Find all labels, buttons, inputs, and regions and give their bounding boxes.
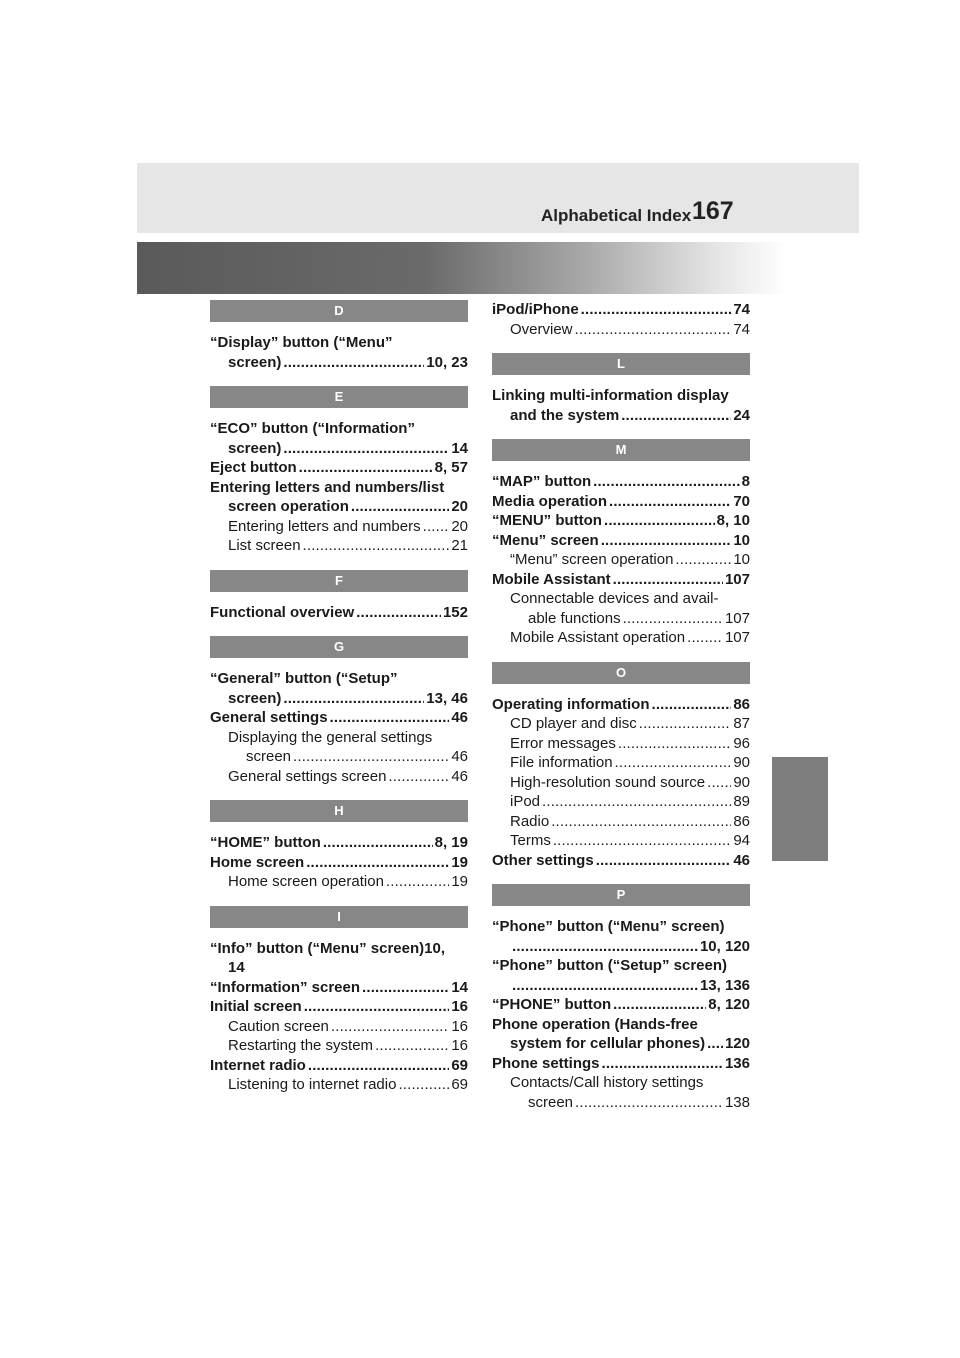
- index-entry: [492, 917, 750, 956]
- index-term: “Phone” button (“Menu” screen): [492, 918, 725, 935]
- index-line: [228, 1036, 468, 1056]
- index-subentry: [492, 1073, 750, 1112]
- dot-leader: [512, 976, 698, 996]
- letter-heading-f: F: [210, 570, 468, 592]
- index-line: [210, 978, 468, 998]
- index-term: Entering letters and numbers: [228, 517, 421, 535]
- page-reference[interactable]: 46: [733, 851, 750, 869]
- index-subentry: [492, 714, 750, 734]
- index-term: Initial screen: [210, 998, 302, 1015]
- index-term: screen operation: [228, 498, 349, 515]
- index-subentry: [210, 1017, 468, 1037]
- index-entry: [492, 956, 750, 995]
- index-subentry: [492, 812, 750, 832]
- index-entry: [492, 1015, 750, 1054]
- dot-leader: [575, 320, 732, 340]
- dot-leader: [356, 603, 441, 623]
- index-line: [210, 497, 468, 517]
- letter-heading-m: M: [492, 439, 750, 461]
- page-reference[interactable]: 13, 136: [699, 976, 750, 994]
- index-line: [210, 458, 468, 478]
- dot-leader: [652, 695, 732, 715]
- dot-leader: [283, 689, 424, 709]
- page-reference[interactable]: 14: [451, 978, 468, 996]
- index-term: Entering letters and numbers/list: [210, 478, 445, 496]
- section-side-tab: [772, 757, 828, 861]
- index-line: [510, 792, 750, 812]
- index-entry: [492, 995, 750, 1015]
- page-reference[interactable]: 120: [724, 1035, 750, 1052]
- dot-leader: [283, 439, 449, 459]
- index-term: CD player and disc: [510, 715, 637, 732]
- dot-leader: [299, 458, 433, 478]
- dot-leader: [596, 851, 732, 871]
- dot-leader: [553, 831, 731, 851]
- index-subentry: [210, 767, 468, 787]
- letter-heading-h: H: [210, 800, 468, 822]
- index-entry: [210, 669, 468, 708]
- letter-heading-l: L: [492, 353, 750, 375]
- dot-leader: [623, 609, 723, 629]
- section-gap: [492, 425, 750, 439]
- index-term: General settings: [210, 709, 328, 726]
- dot-leader: [602, 1054, 723, 1074]
- index-line: [210, 669, 468, 689]
- index-entry: [492, 492, 750, 512]
- page-reference[interactable]: 10, 23: [426, 353, 468, 371]
- dot-leader: [512, 937, 698, 957]
- index-line: [492, 511, 750, 531]
- index-term: General settings screen: [228, 767, 387, 785]
- index-term: iPod: [510, 793, 541, 810]
- index-term: iPod/iPhone: [492, 301, 579, 318]
- index-term: screen): [228, 353, 282, 371]
- index-line: [492, 300, 750, 320]
- section-gap: [210, 372, 468, 386]
- dot-leader: [351, 497, 449, 517]
- index-term: screen): [228, 689, 282, 707]
- page-reference[interactable]: 152: [442, 603, 468, 621]
- index-term: “MENU” button: [492, 512, 602, 529]
- dot-leader: [388, 767, 449, 787]
- index-line: [492, 976, 750, 996]
- dot-leader: [323, 833, 433, 853]
- index-term: “Menu” screen: [492, 531, 599, 549]
- page-reference[interactable]: 70: [733, 492, 750, 510]
- page-reference[interactable]: 19: [451, 853, 468, 871]
- index-entry: [492, 695, 750, 715]
- index-line: [510, 753, 750, 773]
- page-reference[interactable]: 94: [733, 832, 750, 849]
- index-term: “Info” button (“Menu” screen)10,: [210, 939, 446, 957]
- index-term: Mobile Assistant: [492, 570, 611, 588]
- dot-leader: [304, 997, 450, 1017]
- index-subentry: [210, 872, 468, 892]
- index-line: [210, 708, 468, 728]
- index-line: [210, 853, 468, 873]
- index-subentry: [492, 628, 750, 648]
- index-term: screen): [228, 439, 282, 457]
- dot-leader: [604, 511, 715, 531]
- index-subentry: [492, 831, 750, 851]
- index-line: [228, 872, 468, 892]
- index-subentry: [492, 734, 750, 754]
- index-entry: [492, 1054, 750, 1074]
- letter-heading-o: O: [492, 662, 750, 684]
- index-line: [228, 728, 468, 748]
- dot-leader: [386, 872, 449, 892]
- page-reference[interactable]: 24: [733, 406, 750, 424]
- index-line: [510, 773, 750, 793]
- index-term: Linking multi-information display: [492, 387, 729, 404]
- index-term: Operating information: [492, 695, 650, 713]
- page-reference[interactable]: 107: [724, 609, 750, 627]
- page-reference[interactable]: 96: [733, 734, 750, 752]
- index-term: Displaying the general settings: [228, 728, 433, 746]
- index-term: Listening to internet radio: [228, 1076, 397, 1093]
- page-reference[interactable]: 8: [741, 473, 750, 490]
- page-reference[interactable]: 46: [451, 748, 468, 765]
- index-line: [492, 995, 750, 1015]
- index-line: [210, 997, 468, 1017]
- index-line: [210, 1056, 468, 1076]
- page-reference[interactable]: 8, 120: [708, 996, 750, 1013]
- page-reference[interactable]: 87: [733, 715, 750, 732]
- index-entry: [492, 511, 750, 531]
- index-line: [228, 767, 468, 787]
- index-line: [210, 958, 468, 978]
- index-line: [210, 353, 468, 373]
- index-term: Caution screen: [228, 1017, 329, 1035]
- section-gap: [492, 870, 750, 884]
- dot-leader: [581, 300, 732, 320]
- index-subentry: [210, 536, 468, 556]
- index-term: “Display” button (“Menu”: [210, 334, 393, 351]
- index-subentry: [492, 550, 750, 570]
- page-reference[interactable]: 86: [733, 695, 750, 713]
- index-subentry: [210, 1075, 468, 1095]
- index-line: [492, 531, 750, 551]
- dot-leader: [601, 531, 732, 551]
- index-line: [510, 589, 750, 609]
- index-term: Overview: [510, 320, 573, 338]
- page-reference[interactable]: 8, 57: [434, 459, 468, 476]
- index-entry: [210, 708, 468, 728]
- dot-leader: [613, 995, 706, 1015]
- index-subentry: [492, 792, 750, 812]
- dot-leader: [707, 1034, 723, 1054]
- index-term: Restarting the system: [228, 1037, 374, 1054]
- index-entry: [210, 603, 468, 623]
- dot-leader: [615, 753, 732, 773]
- page-reference[interactable]: 14: [451, 439, 468, 457]
- index-subentry: [210, 517, 468, 537]
- section-gap: [210, 892, 468, 906]
- page-reference[interactable]: 20: [451, 517, 468, 535]
- index-term: Home screen operation: [228, 873, 384, 890]
- page-number: 167: [692, 197, 734, 225]
- index-line: [492, 917, 750, 937]
- page-reference[interactable]: 90: [733, 754, 750, 771]
- index-column-right: [492, 300, 750, 1112]
- index-line: [510, 1073, 750, 1093]
- page-reference[interactable]: 136: [724, 1054, 750, 1072]
- index-term: Phone settings: [492, 1054, 600, 1072]
- letter-heading-p: P: [492, 884, 750, 906]
- dot-leader: [593, 472, 740, 492]
- index-term: and the system: [510, 406, 620, 424]
- index-term: “Information” screen: [210, 978, 361, 996]
- index-subentry: [492, 773, 750, 793]
- index-line: [210, 478, 468, 498]
- dot-leader: [618, 734, 731, 754]
- index-line: [510, 1093, 750, 1113]
- index-entry: [210, 1056, 468, 1076]
- index-entry: [492, 531, 750, 551]
- header-band: [137, 163, 859, 233]
- dot-leader: [306, 853, 449, 873]
- page-reference[interactable]: 16: [451, 1037, 468, 1054]
- index-line: [492, 937, 750, 957]
- dot-leader: [362, 978, 449, 998]
- letter-heading-g: G: [210, 636, 468, 658]
- index-line: [510, 609, 750, 629]
- index-column-left: [210, 300, 468, 1095]
- index-line: [492, 570, 750, 590]
- dot-leader: [303, 536, 450, 556]
- index-line: [228, 536, 468, 556]
- letter-heading-e: E: [210, 386, 468, 408]
- dot-leader: [542, 792, 731, 812]
- section-gap: [210, 556, 468, 570]
- index-term: “PHONE” button: [492, 996, 612, 1013]
- index-line: [210, 419, 468, 439]
- index-entry: [492, 386, 750, 425]
- letter-heading-d: D: [210, 300, 468, 322]
- index-term: “Menu” screen operation: [510, 551, 674, 568]
- page-reference[interactable]: 86: [733, 812, 750, 830]
- index-line: [228, 1017, 468, 1037]
- index-line: [510, 550, 750, 570]
- index-term: List screen: [228, 537, 301, 554]
- index-entry: [210, 939, 468, 978]
- page-reference[interactable]: 69: [451, 1056, 468, 1074]
- index-entry: [492, 570, 750, 590]
- index-line: [492, 406, 750, 426]
- index-line: [510, 812, 750, 832]
- dot-leader: [675, 550, 731, 570]
- index-term: Internet radio: [210, 1056, 306, 1074]
- dot-leader: [613, 570, 723, 590]
- index-term: 14: [228, 959, 245, 976]
- index-line: [210, 603, 468, 623]
- index-entry: [210, 419, 468, 458]
- page-reference[interactable]: 89: [733, 793, 750, 810]
- page-reference[interactable]: 8, 19: [434, 834, 468, 851]
- index-subentry: [210, 1036, 468, 1056]
- index-line: [210, 833, 468, 853]
- index-line: [492, 1015, 750, 1035]
- index-term: Error messages: [510, 734, 616, 752]
- index-term: “HOME” button: [210, 834, 321, 851]
- section-gap: [492, 339, 750, 353]
- index-entry: [210, 853, 468, 873]
- index-term: “Phone” button (“Setup” screen): [492, 957, 728, 974]
- index-entry: [210, 978, 468, 998]
- index-entry: [492, 851, 750, 871]
- index-line: [510, 831, 750, 851]
- page-reference[interactable]: 8, 10: [716, 512, 750, 529]
- dot-leader: [575, 1093, 723, 1113]
- dot-leader: [331, 1017, 449, 1037]
- index-subentry: [492, 753, 750, 773]
- page-reference[interactable]: 16: [451, 998, 468, 1015]
- page-reference[interactable]: 10, 120: [699, 937, 750, 955]
- index-line: [492, 492, 750, 512]
- dot-leader: [375, 1036, 449, 1056]
- section-gap: [492, 648, 750, 662]
- index-term: “General” button (“Setup”: [210, 670, 398, 687]
- index-term: screen: [246, 748, 292, 765]
- index-term: Contacts/Call history settings: [510, 1074, 704, 1091]
- index-entry: [210, 478, 468, 517]
- index-entry: [210, 333, 468, 372]
- index-line: [210, 439, 468, 459]
- page-reference[interactable]: 138: [724, 1093, 750, 1111]
- dot-leader: [707, 773, 731, 793]
- index-subentry: [210, 728, 468, 767]
- index-term: Eject button: [210, 459, 297, 476]
- index-term: system for cellular phones): [510, 1035, 706, 1052]
- page-reference[interactable]: 74: [733, 320, 750, 338]
- index-line: [228, 1075, 468, 1095]
- section-gap: [210, 622, 468, 636]
- section-gap: [210, 786, 468, 800]
- index-line: [210, 333, 468, 353]
- page-reference[interactable]: 90: [733, 773, 750, 791]
- index-entry: [492, 472, 750, 492]
- dot-leader: [398, 1075, 449, 1095]
- index-term: “ECO” button (“Information”: [210, 420, 415, 437]
- dot-leader: [330, 708, 450, 728]
- index-entry: [210, 458, 468, 478]
- page-reference[interactable]: 107: [724, 570, 750, 588]
- index-line: [492, 1054, 750, 1074]
- dot-leader: [293, 747, 449, 767]
- page-reference[interactable]: 69: [451, 1076, 468, 1093]
- index-term: High-resolution sound source: [510, 773, 706, 791]
- page-reference[interactable]: 10: [733, 531, 750, 549]
- index-term: Mobile Assistant operation: [510, 629, 686, 646]
- index-line: [492, 851, 750, 871]
- letter-heading-i: I: [210, 906, 468, 928]
- index-line: [228, 747, 468, 767]
- dot-leader: [551, 812, 731, 832]
- page-reference[interactable]: 13, 46: [426, 689, 468, 707]
- dot-leader: [308, 1056, 449, 1076]
- header-gradient-bar: [137, 242, 859, 294]
- page-reference[interactable]: 20: [451, 498, 468, 515]
- page-reference[interactable]: 16: [451, 1017, 468, 1035]
- dot-leader: [423, 517, 450, 537]
- page-reference[interactable]: 46: [451, 709, 468, 726]
- index-term: Home screen: [210, 853, 305, 871]
- page-reference[interactable]: 46: [451, 767, 468, 785]
- index-line: [492, 956, 750, 976]
- index-term: Other settings: [492, 851, 594, 869]
- index-line: [510, 714, 750, 734]
- index-line: [492, 386, 750, 406]
- index-subentry: [492, 320, 750, 340]
- index-term: Terms: [510, 832, 551, 849]
- dot-leader: [687, 628, 723, 648]
- page-reference[interactable]: 21: [451, 537, 468, 554]
- index-term: File information: [510, 754, 613, 771]
- index-line: [228, 517, 468, 537]
- index-line: [510, 734, 750, 754]
- index-term: Connectable devices and avail-: [510, 590, 719, 607]
- index-term: “MAP” button: [492, 473, 592, 490]
- page-reference[interactable]: 107: [724, 629, 750, 646]
- index-entry: [210, 997, 468, 1017]
- index-line: [492, 472, 750, 492]
- page-reference[interactable]: 10: [733, 551, 750, 568]
- page-title: Alphabetical Index: [541, 206, 692, 225]
- index-term: Radio: [510, 812, 550, 830]
- index-line: [210, 939, 468, 959]
- index-term: Phone operation (Hands-free: [492, 1015, 698, 1033]
- index-term: able functions: [528, 609, 621, 627]
- dot-leader: [283, 353, 424, 373]
- index-subentry: [492, 589, 750, 628]
- index-entry: [210, 833, 468, 853]
- index-line: [510, 320, 750, 340]
- index-line: [492, 1034, 750, 1054]
- index-line: [210, 689, 468, 709]
- dot-leader: [639, 714, 732, 734]
- dot-leader: [609, 492, 731, 512]
- index-term: Media operation: [492, 492, 608, 510]
- index-line: [492, 695, 750, 715]
- index-term: Functional overview: [210, 603, 355, 621]
- index-entry: [492, 300, 750, 320]
- dot-leader: [621, 406, 731, 426]
- page-reference[interactable]: 74: [733, 301, 750, 318]
- page-reference[interactable]: 19: [451, 873, 468, 890]
- index-line: [510, 628, 750, 648]
- index-term: screen: [528, 1093, 574, 1111]
